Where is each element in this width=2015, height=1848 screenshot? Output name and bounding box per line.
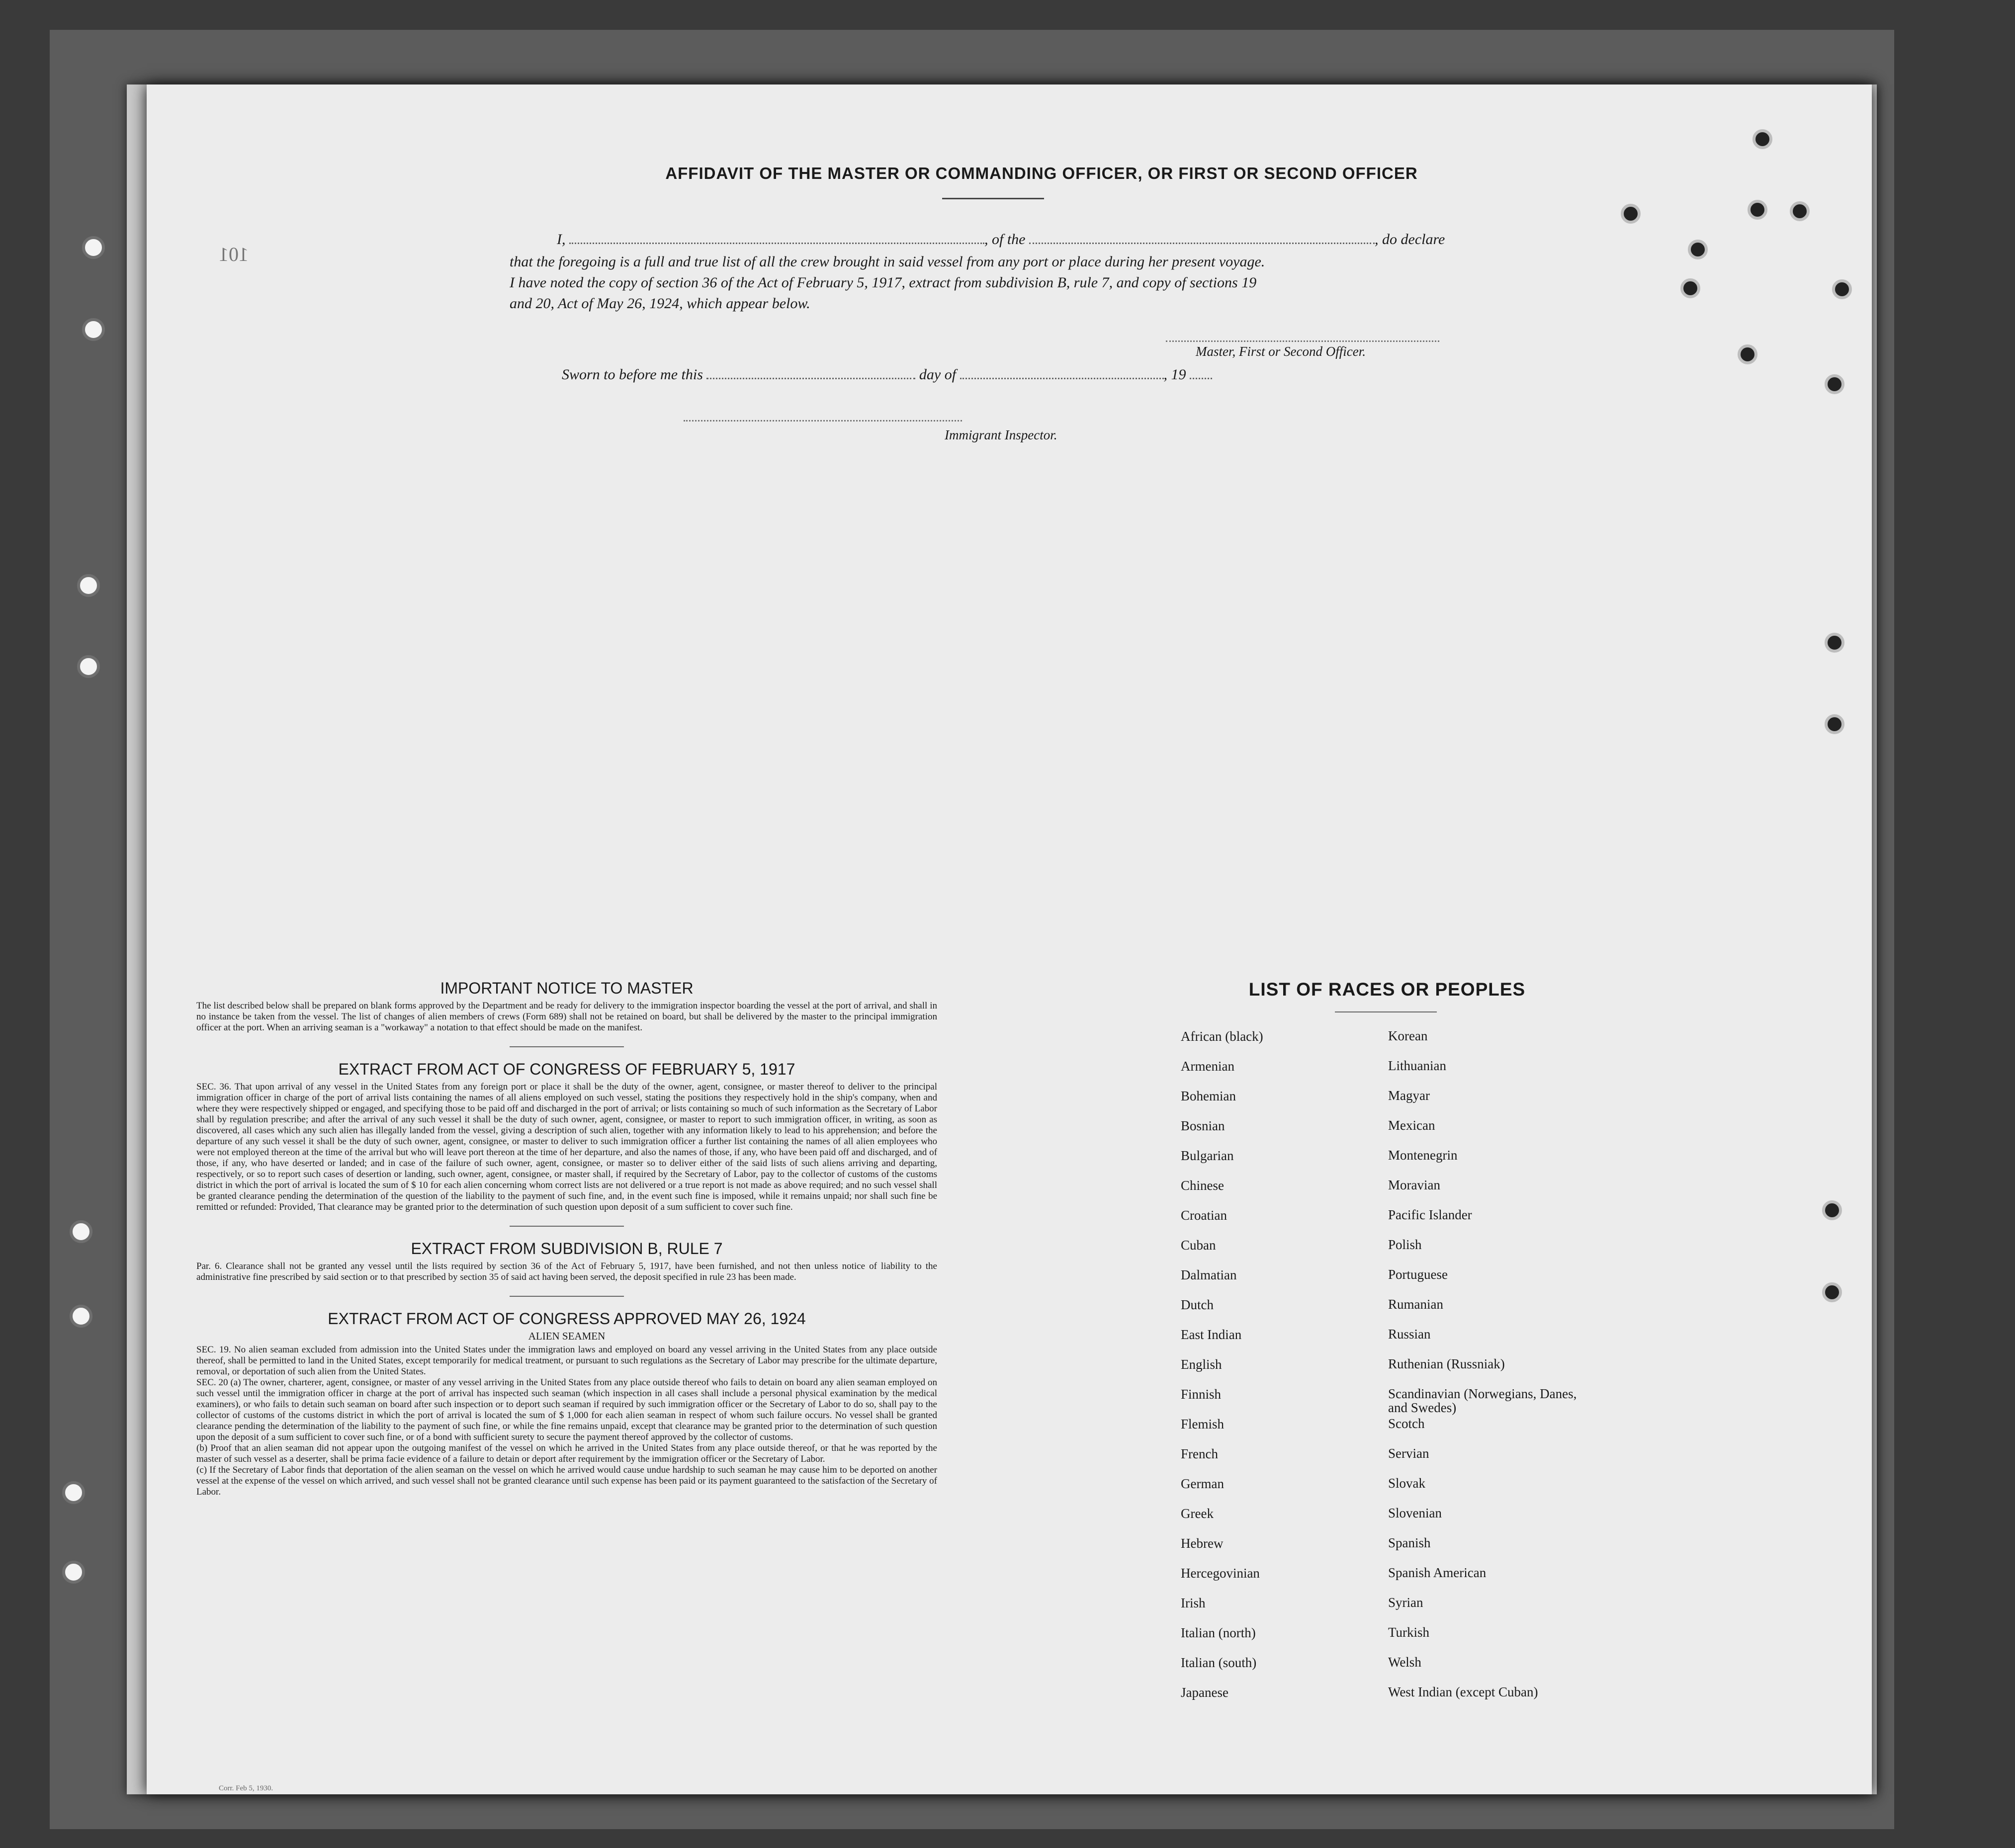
race-row: [1181, 1118, 1597, 1148]
year-label: , 19: [1163, 366, 1186, 383]
rivet: [1738, 344, 1757, 364]
race-row: [1181, 1506, 1597, 1536]
affidavit-page: [147, 84, 1872, 1794]
title-divider: [942, 198, 1044, 199]
race-entry: Pacific Islander: [1388, 1207, 1472, 1222]
notice-text: The list described below shall be prepared on blank forms approved by the Department and be ready for delivery to the immigration inspector boarding the vessel at the port of arrival, and shall in no instance be taken from the vessel. The list of changes of alien members of crews (Form 689) shall not be retained on board, but shall be delivered by the master to the principal immigration officer at the port. When an arriving seaman is a "workaway" a notation to that effect should be made on the manifest.: [196, 1001, 937, 1033]
declaration-line-2: that the foregoing is a full and true list of all the crew brought in said vessel from any port or place during her present voyage.: [510, 253, 1265, 270]
race-entry: Japanese: [1181, 1685, 1228, 1700]
race-entry: West Indian (except Cuban): [1388, 1684, 1538, 1699]
race-entry: Dutch: [1181, 1297, 1214, 1312]
race-row: [1181, 1685, 1597, 1715]
race-entry: Montenegrin: [1388, 1148, 1458, 1163]
master-signature-line[interactable]: [1166, 340, 1439, 342]
sworn-line: [562, 366, 1212, 383]
race-row: [1181, 1238, 1597, 1267]
rivet: [1825, 633, 1844, 653]
race-row: [1181, 1446, 1597, 1476]
vessel-name-field[interactable]: [1029, 238, 1375, 244]
race-entry: Spanish: [1388, 1535, 1431, 1550]
section-divider: [510, 1296, 624, 1297]
race-entry: Finnish: [1181, 1387, 1222, 1402]
declarant-label: I,: [557, 231, 566, 248]
subdivision-title: EXTRACT FROM SUBDIVISION B, RULE 7: [411, 1240, 723, 1258]
race-row: [1181, 1059, 1597, 1089]
race-entry: African (black): [1181, 1029, 1263, 1044]
race-entry: Mexican: [1388, 1118, 1435, 1133]
race-entry: Scandinavian (Norwegians, Danes, and Swedes): [1388, 1386, 1577, 1415]
affidavit-title: AFFIDAVIT OF THE MASTER OR COMMANDING OFFICER, OR FIRST OR SECOND OFFICER: [665, 164, 1418, 182]
race-row: [1181, 1327, 1597, 1357]
race-row: [1181, 1387, 1597, 1417]
extract-1917-text: SEC. 36. That upon arrival of any vessel in the United States from any foreign port or place it shall be the duty of the owner, agent, consignee, or master thereof to deliver to the principal immigration officer in charge of the port of arrival lists containing the names of all aliens employed on such vessel, stating the positions they respectively hold in the ship's company, when and where they were respectively shipped or engaged, and specifying those to be paid off and discharged in the port of arrival; or lists containing so much of such information as the Secretary of Labor shall by regulation prescribe; and after the arrival of any such vessel it shall be the duty of such owner, agent, consignee, or master to report to such immigration officer, in writing, as soon as discovered, all cases which any such alien has illegally landed from the vessel, giving a description of such alien, together with any information likely to lead to his apprehension; and before the departure of any such vessel it shall be the duty of such owner, agent, consignee, or master to deliver to such immigration officer a further list containing the names of all alien employees who were not employed thereon at the time of the arrival but who will leave port thereon at the time of her departure, and also the names of those, if any, who have been paid off and discharged, and of those, if any, who have deserted or landed; and in case of the failure of such owner, agent, consignee, or master so to deliver either of the said lists of such aliens arriving and departing, respectively, or so to report such cases of desertion or landing, such owner, agent, consignee, or master shall, if required by the Secretary of Labor, pay to the collector of customs of the customs district in which the port of arrival is located the sum of $ 10 for each alien concerning whom correct lists are not delivered or a true report is not made as above required; and no such vessel shall be granted clearance pending the determination of the question of the liability to the payment of such fine, and, in the event such fine is imposed, while it remains unpaid; nor shall such fine be remitted or refunded: Provided, That clearance may be granted prior to the determination of such question upon deposit of a sum sufficient to cover such fine.: [196, 1082, 937, 1212]
race-entry: Russian: [1388, 1327, 1431, 1342]
rivet: [1680, 278, 1700, 298]
race-entry: Ruthenian (Russniak): [1388, 1356, 1505, 1371]
race-row: [1181, 1417, 1597, 1446]
sec19-text: SEC. 19. No alien seaman excluded from admission into the United States under the immigration laws and employed on board any vessel arriving in the United States from any place outside thereof, shall be permitted to land in the United States, except temporarily for medical treatment, or pursuant to such regulations as the Secretary of Labor may prescribe for the ultimate departure, removal, or deportation of such alien from the United States.: [196, 1344, 937, 1377]
race-row: [1181, 1476, 1597, 1506]
race-entry: Servian: [1388, 1446, 1429, 1461]
notice-title: IMPORTANT NOTICE TO MASTER: [440, 979, 694, 997]
race-row: [1181, 1208, 1597, 1238]
inspector-signature-label: Immigrant Inspector.: [945, 427, 1057, 442]
extract-1924-title: EXTRACT FROM ACT OF CONGRESS APPROVED MAY 26, 1924: [328, 1310, 806, 1328]
race-entry: Bosnian: [1181, 1118, 1225, 1133]
binder-hole: [77, 655, 100, 678]
race-row: [1181, 1536, 1597, 1566]
of-the-label: , of the: [984, 231, 1026, 248]
race-entry: Greek: [1181, 1506, 1214, 1521]
rivet: [1825, 714, 1844, 734]
race-entry: East Indian: [1181, 1327, 1242, 1342]
race-entry: Italian (south): [1181, 1655, 1257, 1670]
race-entry: Welsh: [1388, 1655, 1421, 1670]
declarant-name-field[interactable]: [569, 238, 984, 244]
race-entry: Hercegovinian: [1181, 1566, 1260, 1581]
binder-hole: [77, 574, 100, 597]
sworn-day-field[interactable]: [706, 373, 915, 379]
declaration-line-4: and 20, Act of May 26, 1924, which appear below.: [510, 295, 810, 312]
extract-1924-subtitle: ALIEN SEAMEN: [528, 1330, 606, 1342]
rivet: [1688, 240, 1708, 259]
page-mark: 101: [219, 243, 249, 265]
race-row: [1181, 1178, 1597, 1208]
race-entry: Slovak: [1388, 1476, 1426, 1491]
legal-column: [196, 979, 937, 1498]
race-row: [1181, 1267, 1597, 1297]
race-entry: Croatian: [1181, 1208, 1227, 1223]
sworn-year-field[interactable]: [1190, 373, 1212, 379]
race-entry: Hebrew: [1181, 1536, 1224, 1551]
rivet: [1621, 204, 1641, 224]
race-entry: French: [1181, 1446, 1218, 1461]
races-table: [1181, 1029, 1597, 1715]
race-entry: Flemish: [1181, 1417, 1225, 1431]
sec20c-text: (c) If the Secretary of Labor finds that deportation of the alien seaman on the vessel on which he arrived would cause undue hardship to such seaman he may cause him to be deported on another vessel at the expense of the vessel on which arrived, and such vessel shall not be granted clearance until such expense has been paid or its payment guaranteed to the satisfaction of the Secretary of Labor.: [196, 1465, 937, 1497]
day-of-label: day of: [919, 366, 957, 383]
race-entry: Irish: [1181, 1596, 1206, 1610]
race-entry: Magyar: [1388, 1088, 1430, 1103]
race-row: [1181, 1148, 1597, 1178]
declaration-line-3: I have noted the copy of section 36 of the Act of February 5, 1917, extract from subdivision B, rule 7, and copy of sections 19: [510, 274, 1257, 291]
race-entry: Korean: [1388, 1028, 1428, 1043]
race-row: [1181, 1566, 1597, 1596]
rivet: [1748, 200, 1767, 220]
race-entry: Armenian: [1181, 1059, 1234, 1074]
binder-hole: [82, 236, 105, 259]
race-row: [1181, 1655, 1597, 1685]
binder-hole: [70, 1305, 92, 1328]
race-entry: Moravian: [1388, 1177, 1440, 1192]
race-row: [1181, 1089, 1597, 1118]
sec20a-text: SEC. 20 (a) The owner, charterer, agent, consignee, or master of any vessel arriving in the United States from any place outside thereof who fails to detain on board any alien seaman employed on such vessel until the immigration officer in charge at the port of arrival has inspected such seaman (which inspection in all cases shall include a personal physical examination by the medical examiners), or who fails to detain such seaman on board after such inspection or to deport such seaman if required by such immigration officer or the Secretary of Labor to do so, shall pay to the collector of customs of the customs district in which the port of arrival is located the sum of $ 1,000 for each alien seaman in respect of whom such failure occurs. No vessel shall be granted clearance pending the determination of the liability to the payment of such fine, or while the fine remains unpaid, except that clearance may be granted prior to the determination of such question upon the deposit of a sum sufficient to cover such fine, or of a bond with sufficient surety to secure the payment thereof approved by the collector of customs.: [196, 1377, 937, 1442]
race-row: [1181, 1625, 1597, 1655]
race-row: [1181, 1297, 1597, 1327]
section-divider: [510, 1046, 624, 1047]
race-entry: German: [1181, 1476, 1224, 1491]
race-entry: Portuguese: [1388, 1267, 1448, 1282]
race-entry: Scotch: [1388, 1416, 1425, 1431]
race-row: [1181, 1357, 1597, 1387]
race-entry: Syrian: [1388, 1595, 1423, 1610]
race-entry: Cuban: [1181, 1238, 1216, 1253]
race-entry: Slovenian: [1388, 1506, 1442, 1520]
race-entry: English: [1181, 1357, 1222, 1372]
rivet: [1822, 1200, 1842, 1220]
race-entry: Turkish: [1388, 1625, 1430, 1640]
race-entry: Chinese: [1181, 1178, 1224, 1193]
rivet: [1825, 374, 1844, 394]
rivet: [1822, 1282, 1842, 1302]
race-entry: Spanish American: [1388, 1565, 1487, 1580]
extract-1917-title: EXTRACT FROM ACT OF CONGRESS OF FEBRUARY 5, 1917: [338, 1060, 795, 1078]
rivet: [1752, 129, 1772, 149]
race-row: [1181, 1596, 1597, 1625]
races-title: LIST OF RACES OR PEOPLES: [1248, 979, 1526, 1000]
race-entry: Bohemian: [1181, 1089, 1236, 1103]
form-footer: Corr. Feb 5, 1930.: [219, 1784, 273, 1792]
binder-hole: [62, 1561, 85, 1584]
declaration-line-1: [510, 231, 1445, 248]
race-entry: Dalmatian: [1181, 1267, 1237, 1282]
subdivision-text: Par. 6. Clearance shall not be granted any vessel until the lists required by section 36 of the Act of February 5, 1917, have been furnished, and not then unless notice of liability to the administrative fine prescribed by said section or to that prescribed by section 35 of said act having been served, the deposit specified in rule 23 has been made.: [196, 1261, 937, 1282]
do-declare-label: , do declare: [1375, 231, 1445, 248]
master-signature-label: Master, First or Second Officer.: [1196, 344, 1366, 359]
rivet: [1832, 279, 1852, 299]
race-row: [1181, 1029, 1597, 1059]
race-entry: Italian (north): [1181, 1625, 1256, 1640]
sworn-month-field[interactable]: [960, 373, 1164, 379]
binder-hole: [62, 1481, 85, 1504]
binder-hole: [82, 318, 105, 341]
races-divider: [1335, 1011, 1437, 1012]
rivet: [1790, 201, 1810, 221]
race-entry: Bulgarian: [1181, 1148, 1234, 1163]
race-entry: Lithuanian: [1388, 1058, 1446, 1073]
race-entry: Polish: [1388, 1237, 1422, 1252]
race-entry: Rumanian: [1388, 1297, 1443, 1312]
sec20b-text: (b) Proof that an alien seaman did not appear upon the outgoing manifest of the vessel on which he arrived in the United States from any place outside thereof, or that he was reported by the master of such vessel as a deserter, shall be prima facie evidence of a failure to detain or deport after requirement by the immigration officer or the Secretary of Labor.: [196, 1443, 937, 1464]
section-divider: [510, 1226, 624, 1227]
sworn-label: Sworn to before me this: [562, 366, 703, 383]
binder-hole: [70, 1220, 92, 1243]
inspector-signature-line[interactable]: [684, 420, 962, 421]
